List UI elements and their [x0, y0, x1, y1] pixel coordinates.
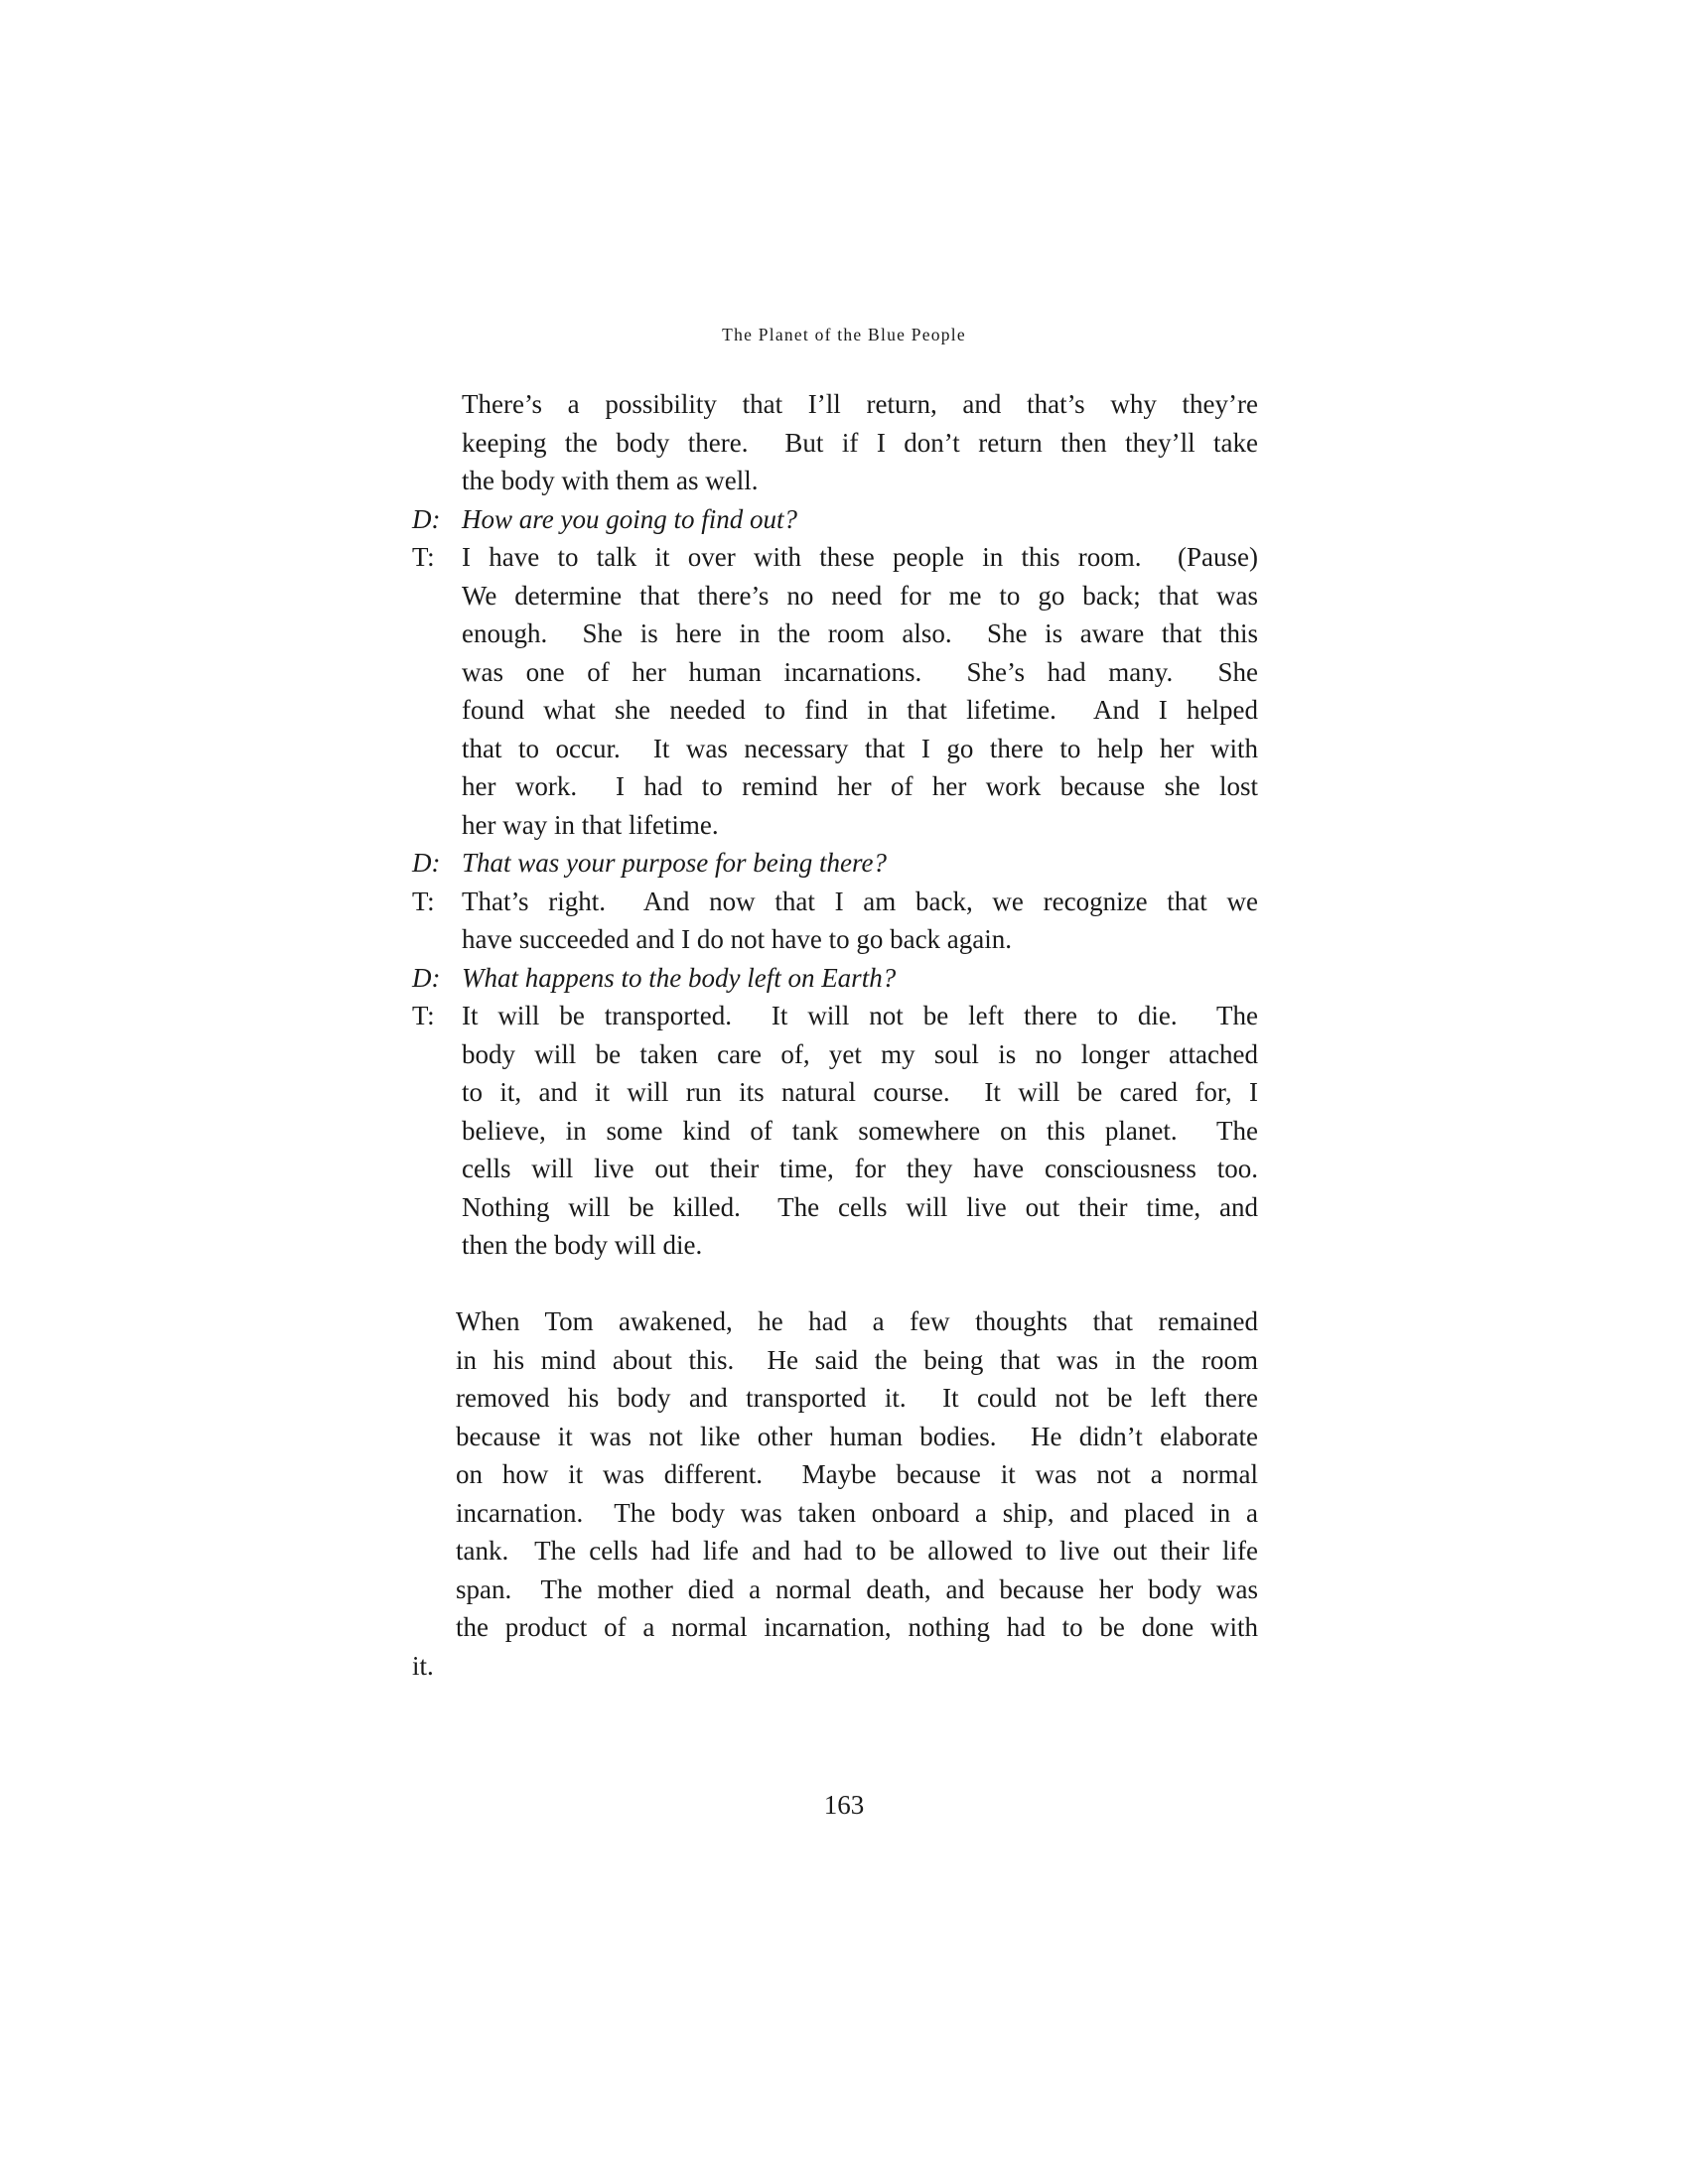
dialogue-text — [462, 959, 1258, 998]
dialogue-turn — [412, 997, 1258, 1265]
text-line: span. The mother died a normal death, and because her body was — [456, 1573, 1258, 1604]
speaker-label: D: — [412, 962, 441, 993]
text-line: because it was not like other human bodies. He didn’t elaborate — [456, 1421, 1258, 1451]
text-line: We determine that there’s no need for me to go back; that was — [462, 580, 1258, 611]
text-line: was one of her human incarnations. She’s had many. She — [462, 656, 1258, 687]
text-line: to it, and it will run its natural course. It will be cared for, I — [462, 1077, 1258, 1107]
text-line: believe, in some kind of tank somewhere on this planet. The — [462, 1115, 1258, 1146]
text-line: then the body will die. — [462, 1230, 703, 1260]
paragraph-gap — [412, 1265, 1258, 1303]
dialogue-text — [462, 500, 1258, 539]
dialogue-text — [462, 883, 1258, 959]
speaker-label: D: — [412, 848, 441, 878]
dialogue-text — [462, 844, 1258, 883]
text-line: It will be transported. It will not be left there to die. The — [462, 1001, 1258, 1030]
text-line: I have to talk it over with these people in this room. (Pause) — [462, 542, 1258, 572]
text-line: found what she needed to find in that lifetime. And I helped — [462, 695, 1258, 725]
narrative-paragraph — [412, 1302, 1258, 1685]
text-line: that to occur. It was necessary that I go there to help her with — [462, 733, 1258, 763]
text-line: the product of a normal incarnation, nothing had to be done with — [456, 1612, 1258, 1642]
dialogue-turn — [412, 844, 1258, 883]
speaker-label: D: — [412, 503, 441, 534]
speaker-label: T: — [412, 1001, 435, 1030]
text-line: That was your purpose for being there? — [462, 848, 887, 878]
text-line: There’s a possibility that I’ll return, and that’s why they’re — [462, 389, 1258, 419]
text-line: That’s right. And now that I am back, we recognize that we — [462, 886, 1258, 916]
text-line: What happens to the body left on Earth? — [462, 962, 897, 993]
text-line: in his mind about this. He said the being that was in the room — [456, 1344, 1258, 1375]
text-line: it. — [412, 1650, 434, 1681]
text-line: removed his body and transported it. It could not be left there — [456, 1383, 1258, 1413]
text-line: cells will live out their time, for they have consciousness too. — [462, 1154, 1258, 1183]
dialogue-text — [462, 538, 1258, 844]
text-line: How are you going to find out? — [462, 503, 797, 534]
text-line: her way in that lifetime. — [462, 809, 719, 840]
text-line: Nothing will be killed. The cells will live out their time, and — [462, 1191, 1258, 1222]
text-line: her work. I had to remind her of her work because she lost — [462, 771, 1258, 801]
text-line: on how it was different. Maybe because it was not a normal — [456, 1459, 1258, 1489]
dialogue-turn — [412, 500, 1258, 539]
text-line: tank. The cells had life and had to be allowed to live out their life — [456, 1536, 1258, 1566]
text-line: When Tom awakened, he had a few thoughts that remained — [456, 1306, 1258, 1336]
speaker-label: T: — [412, 542, 435, 572]
dialogue-turn — [412, 959, 1258, 998]
text-line: enough. She is here in the room also. She is aware that this — [462, 618, 1258, 648]
text-line: keeping the body there. But if I don’t return then they’ll take — [462, 427, 1258, 458]
text-column — [412, 385, 1258, 1685]
text-line: the body with them as well. — [462, 466, 759, 495]
page-number: 163 — [823, 1790, 865, 1820]
dialogue-list — [412, 500, 1258, 1265]
running-head: The Planet of the Blue People — [722, 325, 966, 344]
dialogue-turn — [412, 538, 1258, 844]
text-line: incarnation. The body was taken onboard a ship, and placed in a — [456, 1497, 1258, 1528]
text-line: body will be taken care of, yet my soul is no longer attached — [462, 1038, 1258, 1069]
dialogue-text — [462, 997, 1258, 1265]
speech-continued-paragraph — [462, 385, 1258, 500]
speaker-label: T: — [412, 886, 435, 916]
dialogue-turn — [412, 883, 1258, 959]
text-line: have succeeded and I do not have to go back again. — [462, 924, 1013, 954]
